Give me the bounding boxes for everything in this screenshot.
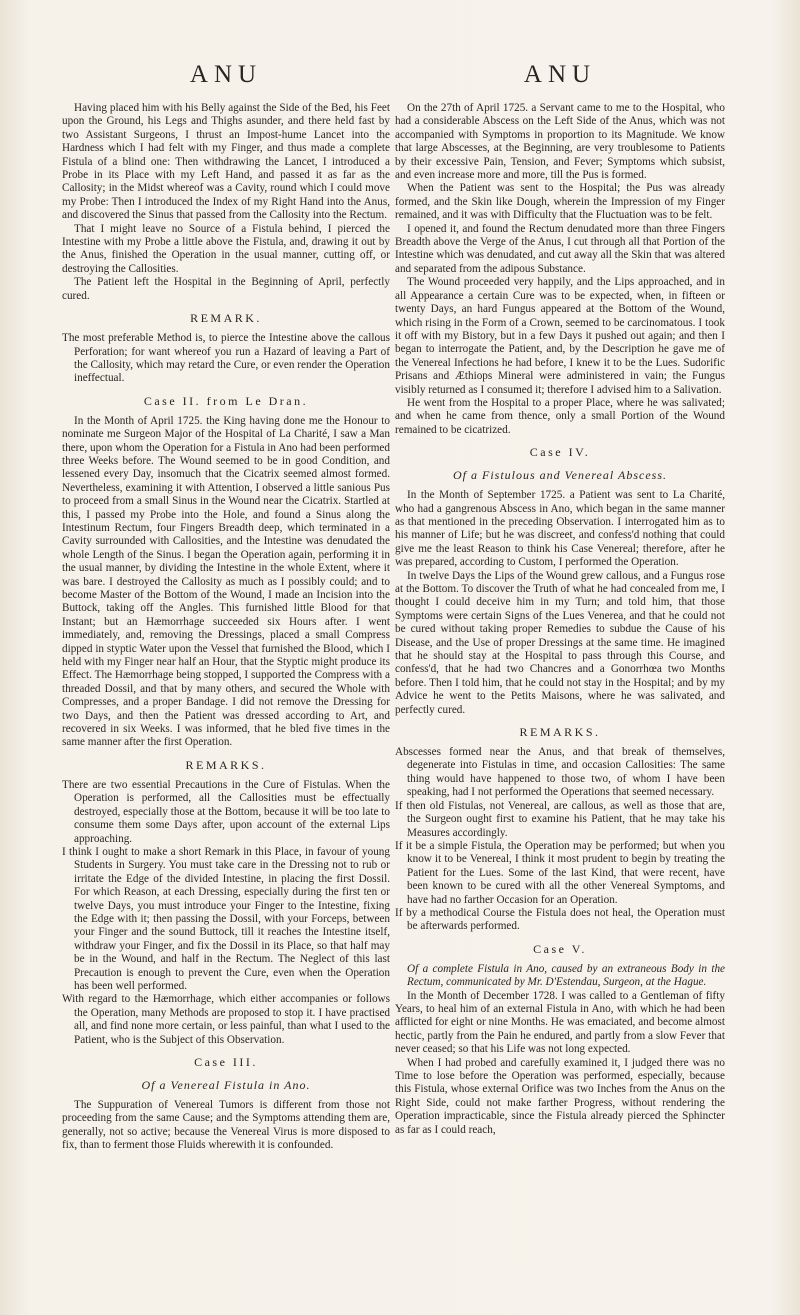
right-column <box>395 58 725 1137</box>
running-head-right: ANU <box>523 61 597 88</box>
paragraph: With regard to the Hæmorrhage, which either accompanies or follows the Operation, many Methods are proposed to stop it. I have practised all, and find none more certain, or less painful, than what I used to the Patient, who is the Subject of this Observation. <box>62 993 390 1046</box>
section-subheading-case-5: Of a complete Fistula in Ano, caused by an extraneous Body in the Rectum, communicated by Mr. D'Estendau, Surgeon, at the Hague. <box>407 962 725 989</box>
section-heading-case-5: Case V. <box>533 941 587 956</box>
section-subheading-case-3: Of a Venereal Fistula in Ano. <box>141 1078 311 1092</box>
paragraph: Abscesses formed near the Anus, and that break of themselves, degenerate into Fistulas in time, and occasion Callosities: The same thing would have happened to those two, of whom I have been speaking, had I not performed the Operations that seemed necessary. <box>395 746 725 799</box>
paragraph: In the Month of April 1725. the King having done me the Honour to nominate me Surgeon Major of the Hospital of La Charité, I saw a Man there, upon whom the Operation for a Fistula in Ano had been performed three Weeks before. The Wound seemed to be in good Condition, and lessened every Day, insomuch that the Cicatrix seemed almost formed. Nevertheless, examining it with Attention, I observed a little sanious Pus to proceed from a small Sinus in the Wound near the Cicatrix. Startled at this, I passed my Probe into the Hole, and found a Sinus along the Intestinum Rectum, four Fingers Breadth deep, which terminated in a Cavity surrounded with Callosities, and the Intestine was denudated the whole Length of the Sinus. I began the Operation again, performing it in the usual manner, by dividing the Intestine in the whole Extent, where it was bare. I destroyed the Callosity as much as I possibly could; and to become Master of the Bottom of the Wound, I made an Incision into the Buttock, taking off the Angles. This furnished little Blood for that Instant; but an Hæmorrhage succeeded six Hours after. I went immediately, and, removing the Dressings, placed a small Compress dipped in styptic Water upon the Vessel that furnished the Blood, which I held with my Finger near half an Hour, that the Styptic might produce its Effect. The Hæmorrhage being stopped, I supported the Compress with a threaded Dossil, and that by many others, and secured the Whole with Compresses, and a proper Bandage. I did not remove the Dressing for two Days, and then the Patient was dressed according to Art, and recovered in six Weeks. I was informed, that he bled five times in the same manner after the first Operation. <box>62 414 390 749</box>
paragraph: He went from the Hospital to a proper Place, where he was salivated; and when he came from thence, only a small Portion of the Wound remained to be cicatrized. <box>395 396 725 436</box>
paragraph: I think I ought to make a short Remark in this Place, in favour of young Students in Surgery. You must take care in the Dressing not to rub or irritate the Edge of the divided Intestine, in placing the first Dossil. For which Reason, at each Dressing, especially during the first ten or twelve Days, you must introduce your Finger to the Intestine, fixing the Edge with it; then passing the Dossil, with your Forceps, between your Finger and the sound Buttock, till it reaches the Intestine itself, withdraw your Finger, and fix the Dossil in its Place, so that half may be in the Wound, and half in the Rectum. The Neglect of this last Precaution is enough to prevent the Cure, even when the Operation has been well performed. <box>62 845 390 992</box>
section-heading-case-2: Case II. from Le Dran. <box>143 393 309 408</box>
paragraph: Having placed him with his Belly against the Side of the Bed, his Feet upon the Ground, his Legs and Thighs asunder, and there held fast by two Assistant Surgeons, I thrust an Impost-hume Lancet into the Hardness which I had felt with my Finger, and thus made a complete Fistula of a blind one: Then withdrawing the Lancet, I introduced a Probe in its Place with my Left Hand, and passed it as far as the Callosity; in the Midst whereof was a Cavity, round which I could move my Probe: Then I introduced the Index of my Right Hand into the Anus, and discovered the Sinus that passed from the Callosity into the Rectum. <box>62 102 390 222</box>
paragraph: The Wound proceeded very happily, and the Lips approached, and in all Appearance a certain Cure was to be expected, when, in fifteen or twenty Days, an hard Fungus appeared at the Bottom of the Wound, which rising in the Form of a Crown, seemed to be carcinomatous. I took it off with my Bistory, but in a few Days it pushed out again; and then I began to interrogate the Patient, and, by the Description he gave me of the Venereal Infections he had before, I knew it to be the Lues. Sudorific Prisans and Æthiops Mineral were administered in vain; the Fungus visibly returned as I consumed it; therefore I advised him to a Salivation. <box>395 276 725 396</box>
paragraph: In the Month of September 1725. a Patient was sent to La Charité, who had a gangrenous Abscess in Ano, which began in the same manner as that mentioned in the preceding Observation. I interrogated him as to his manner of Life; but he was discreet, and confess'd nothing that could give me the least Reason to think his Case Venereal; therefore, after he was prepared, according to Custom, I performed the Operation. <box>395 489 725 569</box>
section-heading-remarks: REMARKS. <box>519 725 601 740</box>
left-column <box>62 58 390 1153</box>
paragraph: If it be a simple Fistula, the Operation may be performed; but when you know it to be Venereal, I think it most prudent to begin by treating the Patient for the Lues. Some of the last Kind, that were recent, have been known to be cured with all the other Venereal Symptoms, and have had no farther Occasion for an Operation. <box>395 839 725 906</box>
paragraph: In the Month of December 1728. I was called to a Gentleman of fifty Years, to heal him of an external Fistula in Ano, with which he had been afflicted for eight or nine Months. He was emaciated, and become almost hectic, partly from the Pain he endured, and partly from a slow Fever that never ceased; so that his Life was not long expected. <box>395 989 725 1056</box>
paragraph: On the 27th of April 1725. a Servant came to me to the Hospital, who had a considerable Abscess on the Left Side of the Anus, which was not accompanied with Symptoms in proportion to its Magnitude. We know that large Abscesses, at the Beginning, are very troublesome to Patients by their excessive Pain, Tension, and Fever; Symptoms which subsist, and even increase more and more, till the Pus is formed. <box>395 102 725 182</box>
paragraph: There are two essential Precautions in the Cure of Fistulas. When the Operation is performed, all the Callosities must be effectually destroyed, especially those at the Bottom, because it will be too late to consume them some Days after, upon account of the external Lips approaching. <box>62 778 390 845</box>
paragraph: That I might leave no Source of a Fistula behind, I pierced the Intestine with my Probe a little above the Fistula, and, drawing it out by the Anus, finished the Operation in the usual manner, cutting off, or destroying the Callosities. <box>62 222 390 275</box>
paragraph: When the Patient was sent to the Hospital; the Pus was already formed, and the Skin like Dough, wherein the Impression of my Finger remained, and it was with Difficulty that the Fluctuation was to be felt. <box>395 182 725 222</box>
paragraph: When I had probed and carefully examined it, I judged there was no Time to lose before the Operation was performed, especially, because this Fistula, whose external Orifice was two Inches from the Anus on the Right Side, could not make farther Progress, without rendering the Operation impracticable, since the Fistula already pierced the Sphincter as far as I could reach, <box>395 1056 725 1136</box>
paragraph: If by a methodical Course the Fistula does not heal, the Operation must be afterwards performed. <box>395 906 725 933</box>
paragraph: I opened it, and found the Rectum denudated more than three Fingers Breadth above the Verge of the Anus, I cut through all that Portion of the Intestine which was denudated, and cut away all the Skin that was altered and separated from the adipous Substance. <box>395 222 725 275</box>
paragraph: The Patient left the Hospital in the Beginning of April, perfectly cured. <box>62 276 390 302</box>
running-head-left: ANU <box>189 61 263 88</box>
paragraph: If then old Fistulas, not Venereal, are callous, as well as those that are, the Surgeon ought first to examine his Patient, that he may take his Measures accordingly. <box>395 799 725 839</box>
section-heading-case-4: Case IV. <box>529 445 591 460</box>
paragraph: The most preferable Method is, to pierce the Intestine above the callous Perforation; for want whereof you run a Hazard of leaving a Part of the Callosity, which may retard the Cure, or even render the Operation ineffectual. <box>62 332 390 385</box>
section-heading-case-3: Case III. <box>194 1055 258 1069</box>
paragraph: In twelve Days the Lips of the Wound grew callous, and a Fungus rose at the Bottom. To discover the Truth of what he had concealed from me, I thought I could deceive him in my Turn; and told him, that those Symptoms were certain Signs of the Lues Venerea, and that he could not be cured without taking proper Remedies to subdue the Cause of his Disease, and the Use of proper Dressings at the same time. He imagined that he should stay at the Hospital to pass through this Course, and confess'd, that he had two Chancres and a Gonorrhœa two Months before. Then I told him, that he could not stay in the Hospital; and by my Advice he went to the Petits Maisons, where he was salivated, and perfectly cured. <box>395 569 725 716</box>
section-subheading-case-4: Of a Fistulous and Venereal Abscess. <box>453 468 667 483</box>
section-heading-remark: REMARK. <box>190 311 262 326</box>
section-heading-remarks: REMARKS. <box>185 757 267 772</box>
paragraph: The Suppuration of Venereal Tumors is different from those not proceeding from the same Cause; and the Symptoms attending them are, generally, not so active; because the Venereal Virus is more disposed to fix, than to ferment those Fluids wherewith it is confounded. <box>62 1099 390 1152</box>
